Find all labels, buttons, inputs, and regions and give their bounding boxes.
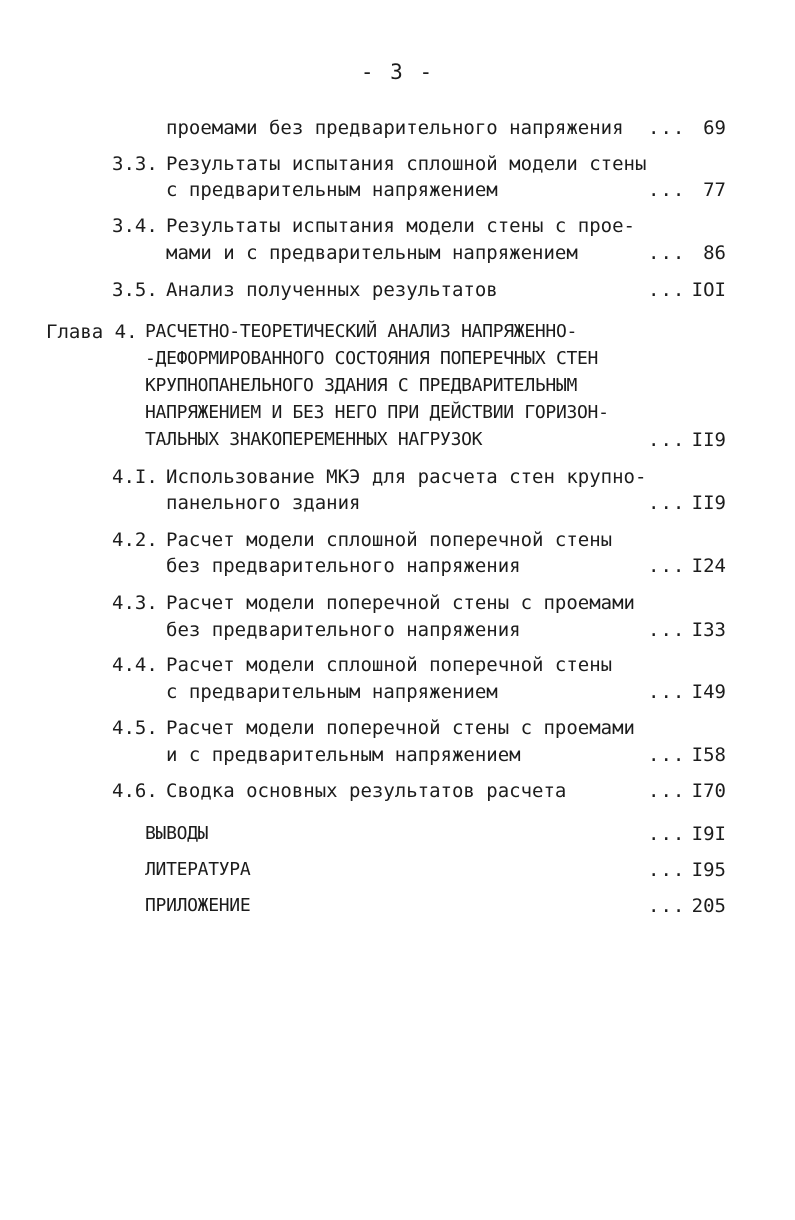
toc-entry-line: Результаты испытания модели стены с прое-	[166, 215, 635, 237]
toc-page-number: I33	[691, 619, 726, 641]
toc-chapter-title-line: КРУПНОПАНЕЛЬНОГО ЗДАНИЯ С ПРЕДВАРИТЕЛЬНЫМ	[145, 375, 578, 396]
toc-leader-dots: ...	[648, 681, 686, 703]
toc-chapter-title-line: НАПРЯЖЕНИЕМ И БЕЗ НЕГО ПРИ ДЕЙСТВИИ ГОРИЗОН-	[145, 402, 609, 423]
toc-page-number: IOI	[691, 279, 726, 301]
toc-chapter-title-line: -ДЕФОРМИРОВАННОГО СОСТОЯНИЯ ПОПЕРЕЧНЫХ СТЕН	[145, 348, 599, 369]
toc-entry-line: без предварительного напряжения	[166, 619, 521, 641]
toc-leader-dots: ...	[648, 279, 686, 301]
toc-leader-dots: ...	[648, 555, 686, 577]
toc-leader-dots: ...	[648, 429, 686, 451]
toc-chapter-number: Глава 4.	[46, 321, 138, 343]
toc-leader-dots: ...	[648, 744, 686, 766]
toc-page-number: I95	[691, 859, 726, 881]
toc-page-number: I9I	[691, 823, 726, 845]
toc-leader-dots: ...	[648, 895, 686, 917]
toc-page-number: 69	[703, 117, 726, 139]
toc-page-number: 77	[703, 179, 726, 201]
toc-entry-line: без предварительного напряжения	[166, 555, 521, 577]
toc-chapter-title-line: ТАЛЬНЫХ ЗНАКОПЕРЕМЕННЫХ НАГРУЗОК	[145, 429, 483, 450]
toc-section-number: 4.3.	[112, 592, 158, 614]
toc-page-number: 205	[691, 895, 726, 917]
toc-leader-dots: ...	[648, 492, 686, 514]
toc-leader-dots: ...	[648, 179, 686, 201]
toc-entry-line: Расчет модели поперечной стены с проемами	[166, 592, 635, 614]
toc-entry-line: ПРИЛОЖЕНИЕ	[145, 895, 251, 916]
toc-leader-dots: ...	[648, 780, 686, 802]
toc-entry-line: и с предварительным напряжением	[166, 744, 521, 766]
toc-section-number: 4.I.	[112, 466, 158, 488]
toc-entry-line: проемами без предварительного напряжения	[166, 117, 624, 139]
toc-entry-line: Использование МКЭ для расчета стен крупно-	[166, 466, 647, 488]
toc-entry-line: с предварительным напряжением	[166, 179, 498, 201]
toc-entry-line: Результаты испытания сплошной модели стены	[166, 153, 647, 175]
toc-section-number: 3.4.	[112, 215, 158, 237]
toc-page-number: II9	[691, 429, 726, 451]
toc-entry-line: ВЫВОДЫ	[145, 823, 209, 844]
toc-page-number: 86	[703, 242, 726, 264]
toc-page-number: I49	[691, 681, 726, 703]
toc-entry-line: с предварительным напряжением	[166, 681, 498, 703]
toc-entry-line: Расчет модели сплошной поперечной стены	[166, 654, 613, 676]
toc-leader-dots: ...	[648, 117, 686, 139]
toc-section-number: 4.4.	[112, 654, 158, 676]
toc-section-number: 3.5.	[112, 279, 158, 301]
toc-section-number: 4.2.	[112, 529, 158, 551]
toc-entry-line: Расчет модели поперечной стены с проемами	[166, 717, 635, 739]
toc-page-number: I70	[691, 780, 726, 802]
toc-entry-line: Сводка основных результатов расчета	[166, 780, 567, 802]
toc-page-number: II9	[691, 492, 726, 514]
page-number: - 3 -	[360, 60, 435, 84]
toc-entry-line: мами и с предварительным напряжением	[166, 242, 578, 264]
toc-leader-dots: ...	[648, 859, 686, 881]
toc-chapter-title-line: РАСЧЕТНО-ТЕОРЕТИЧЕСКИЙ АНАЛИЗ НАПРЯЖЕННО-	[145, 321, 578, 342]
toc-entry-line: панельного здания	[166, 492, 361, 514]
toc-section-number: 3.3.	[112, 153, 158, 175]
toc-entry-line: ЛИТЕРАТУРА	[145, 859, 251, 880]
toc-page-number: I58	[691, 744, 726, 766]
toc-leader-dots: ...	[648, 823, 686, 845]
toc-page-number: I24	[691, 555, 726, 577]
toc-leader-dots: ...	[648, 619, 686, 641]
toc-entry-line: Расчет модели сплошной поперечной стены	[166, 529, 613, 551]
toc-section-number: 4.5.	[112, 717, 158, 739]
toc-leader-dots: ...	[648, 242, 686, 264]
toc-entry-line: Анализ полученных результатов	[166, 279, 498, 301]
toc-section-number: 4.6.	[112, 780, 158, 802]
